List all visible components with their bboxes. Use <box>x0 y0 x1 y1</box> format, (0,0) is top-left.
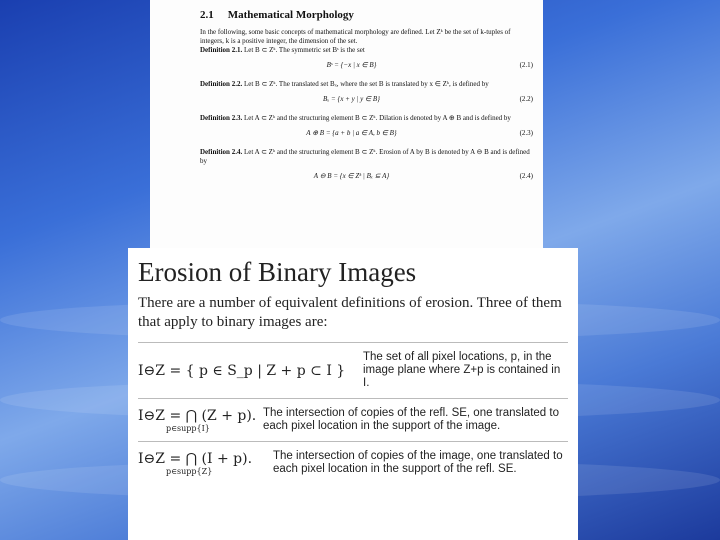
definition-label: Definition 2.2. <box>200 80 243 88</box>
equation-formula: Bˢ = {−x | x ∈ B} <box>326 61 377 69</box>
slide-panel <box>128 248 578 540</box>
equation-tag: (2.1) <box>519 61 533 69</box>
formula-description: The intersection of copies of the image, one translated to each pixel location in the support of the refl. SE. <box>273 450 563 475</box>
formula: I⊖Z = { p ∈ S_p | Z + p ⊂ I } <box>138 362 346 379</box>
equation <box>200 61 533 70</box>
formula-subscript: p∈supp{Z} <box>166 466 213 476</box>
paper-intro: In the following, some basic concepts of mathematical morphology are defined. Let Zᵏ be the set of k-tuples of integers, k is a positive integer, the dimension of the set. <box>200 28 511 45</box>
equation-tag: (2.2) <box>519 95 533 103</box>
section-number: 2.1 <box>200 9 214 21</box>
equation <box>200 172 533 181</box>
definition-text: Let A ⊂ Zᵏ and the structuring element B ⊂ Zᵏ. Dilation is denoted by A ⊕ B and is defined by <box>243 114 511 122</box>
definition-text: Let B ⊂ Zᵏ. The translated set Bₓ, where the set B is translated by x ∈ Zᵏ, is defined by <box>243 80 489 88</box>
equation-formula: Bₓ = {x + y | y ∈ B} <box>323 95 380 103</box>
definition-text: Let A ⊂ Zᵏ and the structuring element B ⊂ Zᵏ. Erosion of A by B is denoted by A ⊖ B and is defined by <box>200 148 530 165</box>
definition-label: Definition 2.4. <box>200 148 243 156</box>
section-heading <box>200 8 533 22</box>
slide-intro: There are a number of equivalent definitions of erosion. Three of them that apply to binary images are: <box>138 295 562 330</box>
definition-label: Definition 2.1. <box>200 46 243 54</box>
formula-description: The set of all pixel locations, p, in the image plane where Z+p is contained in I. <box>363 351 561 389</box>
equation-formula: A ⊕ B = {a + b | a ∈ A, b ∈ B} <box>306 129 397 137</box>
formula <box>138 408 263 433</box>
definition-row <box>138 398 568 441</box>
definition-row <box>138 342 568 398</box>
slide-title: Erosion of Binary Images <box>138 257 417 287</box>
definition-text: Let B ⊂ Zᵏ. The symmetric set Bˢ is the set <box>243 46 365 54</box>
formula-subscript: p∈supp{I} <box>166 423 210 433</box>
formula-description: The intersection of copies of the refl. SE, one translated to each pixel location in the support of the image. <box>263 407 559 432</box>
equation-tag: (2.3) <box>519 129 533 137</box>
equation <box>200 95 533 104</box>
paper-excerpt <box>150 0 543 248</box>
equation-formula: A ⊖ B = {x ∈ Zᵏ | Bₓ ⊆ A} <box>313 172 390 180</box>
definition-row <box>138 441 568 484</box>
equation-tag: (2.4) <box>519 172 533 180</box>
formula-expression: I⊖Z = ⋂ (Z + p). <box>138 407 257 424</box>
equation <box>200 129 533 138</box>
formula <box>138 451 273 476</box>
section-title: Mathematical Morphology <box>227 9 354 21</box>
formula-expression: I⊖Z = ⋂ (I + p). <box>138 450 253 467</box>
definition-label: Definition 2.3. <box>200 114 243 122</box>
